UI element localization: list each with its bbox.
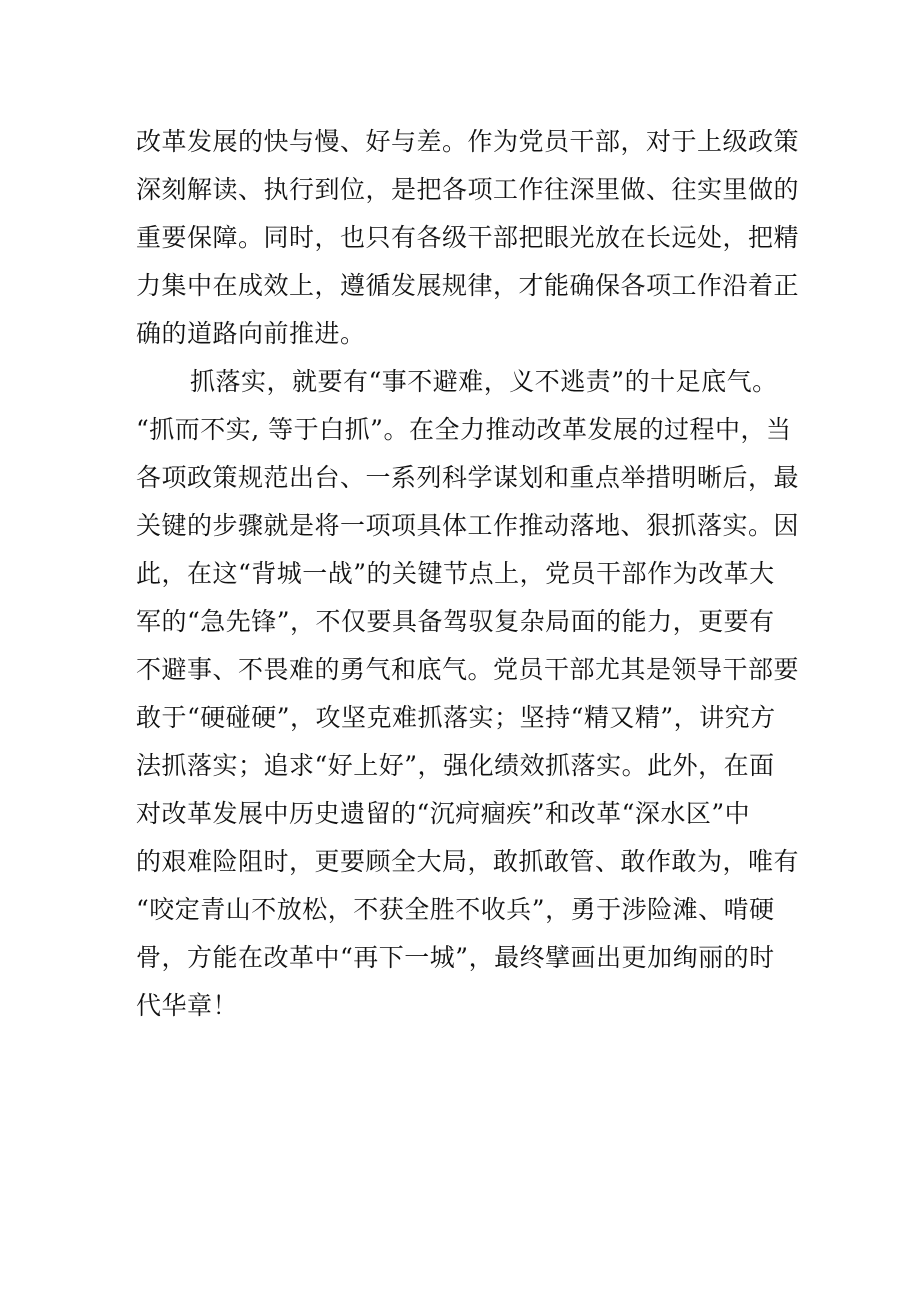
paragraph-line: 抓落实，就要有“事不避难，义不逃责”的十足底气。 (190, 367, 778, 396)
paragraph-line: 改革发展的快与慢、好与差。作为党员干部，对于上级政策 (136, 127, 800, 156)
paragraph-line: 各项政策规范出台、一系列科学谋划和重点举措明晰后，最 (136, 463, 800, 492)
paragraph-line: 重要保障。同时，也只有各级干部把眼光放在长远处，把精 (136, 223, 800, 252)
paragraph-line: 力集中在成效上，遵循发展规律，才能确保各项工作沿着正 (136, 271, 800, 300)
paragraph-line: 确的道路向前推进。 (136, 319, 366, 348)
paragraph-line: 敢于“硬碰硬”，攻坚克难抓落实；坚持“精又精”，讲究方 (136, 703, 776, 732)
paragraph-line: 此，在这“背城一战”的关键节点上，党员干部作为改革大 (136, 559, 775, 588)
paragraph-line: 骨，方能在改革中“再下一城”，最终擘画出更加绚丽的时 (136, 943, 775, 972)
paragraph-line: 法抓落实；追求“好上好”，强化绩效抓落实。此外，在面 (136, 751, 775, 780)
paragraph-line: 深刻解读、执行到位，是把各项工作往深里做、往实里做的 (136, 175, 800, 204)
document-body (136, 118, 800, 1030)
paragraph-line: 军的“急先锋”，不仅要具备驾驭复杂局面的能力，更要有 (136, 607, 775, 636)
paragraph-2 (136, 358, 800, 1030)
paragraph-line: “抓而不实, 等于白抓”。在全力推动改革发展的过程中，当 (136, 415, 792, 444)
paragraph-line: “咬定青山不放松，不获全胜不收兵”，勇于涉险滩、啃硬 (136, 895, 775, 924)
paragraph-line: 的艰难险阻时，更要顾全大局，敢抓敢管、敢作敢为，唯有 (136, 847, 800, 876)
paragraph-line: 关键的步骤就是将一项项具体工作推动落地、狠抓落实。因 (136, 511, 800, 540)
paragraph-line: 不避事、不畏难的勇气和底气。党员干部尤其是领导干部要 (136, 655, 800, 684)
paragraph-line: 代华章！ (136, 991, 239, 1020)
paragraph-1 (136, 118, 800, 358)
paragraph-line: 对改革发展中历史遗留的“沉疴痼疾”和改革“深水区”中 (136, 799, 751, 828)
